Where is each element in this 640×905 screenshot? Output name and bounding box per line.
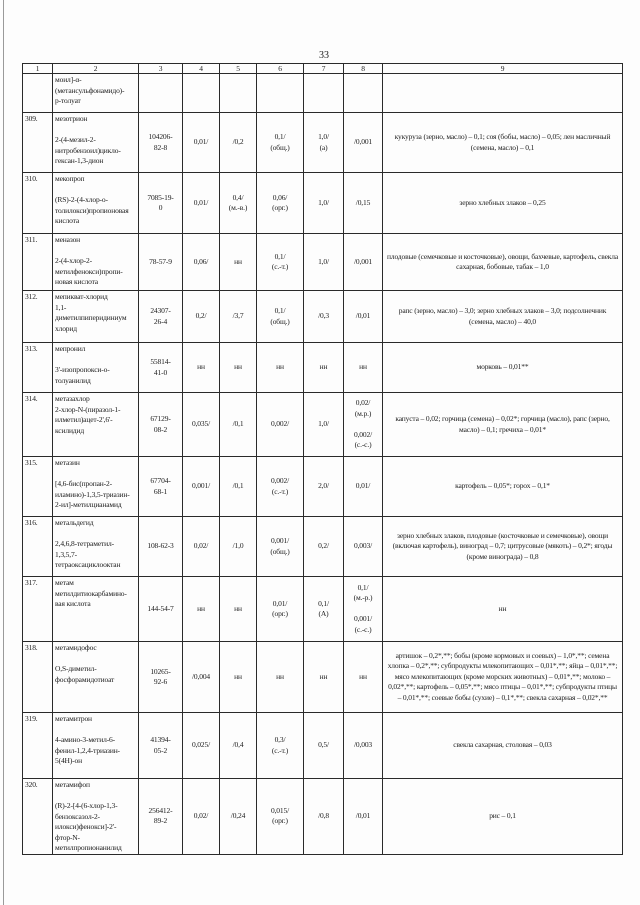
column-4-value: 0,2/ [183,291,220,343]
entry-number: 315. [23,457,53,517]
column-4-value [183,74,220,113]
column-8-value: 0,003/ [344,517,383,577]
entry-number: 309. [23,113,53,173]
column-6-value: 0,002/ [257,393,304,457]
product-limits: капуста – 0,02; горчица (семена) – 0,02*; горчица (масло), рапс (зерно, масло) – 0,1; гречиха – 0,01* [383,393,623,457]
entry-number: 319. [23,713,53,779]
column-5-value: /0,24 [220,779,257,855]
product-limits: кукуруза (зерно, масло) – 0,1; соя (бобы, масло) – 0,05; лен масличный (семена, масло) – 0,1 [383,113,623,173]
column-5-value: /0,1 [220,393,257,457]
column-5-value: 0,4/ (м.-в.) [220,173,257,234]
product-limits: рапс (зерно, масло) – 3,0; зерно хлебных злаков – 3,0; подсолнечник (семена, масло) – 40,0 [383,291,623,343]
product-limits: свекла сахарная, столовая – 0,03 [383,713,623,779]
column-header-3: 3 [139,64,183,74]
cas-number: 256412- 89-2 [139,779,183,855]
column-8-value: 0,1/ (м.-р.) 0,001/ (с.-с.) [344,577,383,642]
column-header-1: 1 [23,64,53,74]
column-5-value: /1,0 [220,517,257,577]
product-limits: нн [383,577,623,642]
entry-number: 313. [23,343,53,393]
entry-number [23,74,53,113]
cas-number: 78-57-9 [139,234,183,291]
column-6-value: 0,015/ (орг.) [257,779,304,855]
column-8-value: /0,001 [344,113,383,173]
substance-name: мезотрион 2-(4-мезил-2- нитробензоил)цикло- гексан-1,3-дион [53,113,139,173]
column-7-value [304,74,344,113]
entry-number: 318. [23,642,53,713]
cas-number: 7085-19- 0 [139,173,183,234]
column-7-value: 1,0/ [304,234,344,291]
column-header-7: 7 [304,64,344,74]
column-7-value: 2,0/ [304,457,344,517]
column-8-value: /0,01 [344,291,383,343]
entry-number: 320. [23,779,53,855]
product-limits: артишок – 0,2*,**; бобы (кроме кормовых и соевых) – 1,0*,**; семена хлопка – 0,2*,**; субпродукты млекопитающих – 0,01*,**; яйца – 0,01*,**; мясо млекопитающих (кроме морских животных) – 0,01*,**; молоко – 0,02*,**; картофель – 0,05*,**; мясо птицы – 0,01*,**; субпродукты птицы – 0,01*,**; соевые бобы (сухие) – 0,1*,**; свекла сахарная – 0,02*,** [383,642,623,713]
column-5-value: нн [220,234,257,291]
column-7-value: нн [304,642,344,713]
column-8-value: /0,15 [344,173,383,234]
table-row [23,517,623,577]
column-4-value: 0,02/ [183,779,220,855]
column-4-value: 0,01/ [183,113,220,173]
table-row [23,291,623,343]
table-row [23,234,623,291]
table-row [23,779,623,855]
cas-number: 10265- 92-6 [139,642,183,713]
column-8-value: нн [344,642,383,713]
column-7-value: 1,0/ [304,173,344,234]
product-limits: картофель – 0,05*; горох – 0,1* [383,457,623,517]
column-4-value: нн [183,577,220,642]
substance-name: метазин [4,6-бис(пропан-2- иламино)-1,3,5-триазин- 2-ил]-метилцианамид [53,457,139,517]
product-limits: зерно хлебных злаков, плодовые (косточковые и семечковые), овощи (включая картофель), виноград – 0,7; цитрусовые (мякоть) – 0,2*; ягоды (кроме винограда) – 0,8 [383,517,623,577]
column-4-value: 0,001/ [183,457,220,517]
substance-name: меназон 2-(4-хлор-2- метилфенокси)пропи- новая кислота [53,234,139,291]
cas-number: 67129- 08-2 [139,393,183,457]
column-4-value: 0,025/ [183,713,220,779]
cas-number: 104206- 82-8 [139,113,183,173]
column-6-value: 0,01/ (орг.) [257,577,304,642]
column-4-value: /0,004 [183,642,220,713]
column-8-value: нн [344,343,383,393]
column-8-value: 0,01/ [344,457,383,517]
cas-number: 67704- 68-1 [139,457,183,517]
substance-name: метамифоп (R)-2-[4-(6-хлор-1,3- бензоксазол-2- илокси)фенокси]-2'- фтор-N- метилпропионанилид [53,779,139,855]
column-header-6: 6 [257,64,304,74]
product-limits: морковь – 0,01** [383,343,623,393]
substance-name: метамидофос O,S-диметил- фосфорамидотиоат [53,642,139,713]
column-7-value: /0,8 [304,779,344,855]
column-8-value [344,74,383,113]
column-6-value: 0,1/ (общ.) [257,113,304,173]
column-7-value: 0,5/ [304,713,344,779]
column-5-value: /3,7 [220,291,257,343]
column-5-value: /0,4 [220,713,257,779]
column-4-value: 0,02/ [183,517,220,577]
substance-name: моил]-α- (метансульфонамидо)- р-толуат [53,74,139,113]
column-6-value: 0,002/ (с.-т.) [257,457,304,517]
table-row [23,457,623,517]
column-8-value: /0,003 [344,713,383,779]
cas-number [139,74,183,113]
table-row [23,642,623,713]
column-header-2: 2 [53,64,139,74]
product-limits: зерно хлебных злаков – 0,25 [383,173,623,234]
column-7-value: нн [304,343,344,393]
cas-number: 24307- 26-4 [139,291,183,343]
column-header-9: 9 [383,64,623,74]
column-7-value: 0,1/ (А) [304,577,344,642]
column-4-value: 0,01/ [183,173,220,234]
column-6-value: 0,1/ (с.-т.) [257,234,304,291]
column-8-value: 0,02/ (м.р.) 0,002/ (с.-с.) [344,393,383,457]
substance-name: метазахлор 2-хлор-N-(пиразол-1- илметил)ацет-2',6'- ксилидид [53,393,139,457]
page-number: 33 [319,50,329,61]
table-row [23,393,623,457]
entry-number: 311. [23,234,53,291]
table-row [23,577,623,642]
column-6-value: 0,001/ (общ.) [257,517,304,577]
column-5-value [220,74,257,113]
column-number-row [23,64,623,74]
table-row [23,343,623,393]
cas-number: 55814- 41-0 [139,343,183,393]
cas-number: 144-54-7 [139,577,183,642]
table-row [23,113,623,173]
product-limits [383,74,623,113]
table-row-continued [23,74,623,113]
column-5-value: /0,1 [220,457,257,517]
column-5-value: нн [220,642,257,713]
column-header-4: 4 [183,64,220,74]
standards-table [22,63,623,855]
substance-name: мекопроп (RS)-2-(4-хлор-о- толилокси)пропионовая кислота [53,173,139,234]
column-5-value: нн [220,343,257,393]
column-5-value: нн [220,577,257,642]
column-header-5: 5 [220,64,257,74]
column-7-value: 1,0/ [304,393,344,457]
column-4-value: 0,06/ [183,234,220,291]
column-4-value: нн [183,343,220,393]
table-row [23,173,623,234]
column-7-value: 1,0/ (а) [304,113,344,173]
substance-name: мепикват-хлорид 1,1- диметилпиперидиниум хлорид [53,291,139,343]
product-limits: плодовые (семечковые и косточковые), овощи, бахчевые, картофель, свекла сахарная, бобовые, табак – 1,0 [383,234,623,291]
cas-number: 108-62-3 [139,517,183,577]
substance-name: метальдегид 2,4,6,8-тетраметил- 1,3,5,7- тетраоксациклооктан [53,517,139,577]
entry-number: 316. [23,517,53,577]
column-header-8: 8 [344,64,383,74]
substance-name: мепронил 3'-изопропокси-о- толуанилид [53,343,139,393]
entry-number: 314. [23,393,53,457]
column-6-value: нн [257,642,304,713]
table-body [23,74,623,855]
column-7-value: /0,3 [304,291,344,343]
table-row [23,713,623,779]
column-8-value: /0,001 [344,234,383,291]
scan-edge-line [3,0,4,905]
cas-number: 41394- 05-2 [139,713,183,779]
column-6-value: 0,06/ (орг.) [257,173,304,234]
column-6-value: 0,1/ (общ.) [257,291,304,343]
column-8-value: /0,01 [344,779,383,855]
substance-name: метамитрон 4-амино-3-метил-6- фенил-1,2,4-триазин- 5(4Н)-он [53,713,139,779]
column-7-value: 0,2/ [304,517,344,577]
entry-number: 312. [23,291,53,343]
product-limits: рис – 0,1 [383,779,623,855]
column-6-value: нн [257,343,304,393]
substance-name: метам метилдитиокарбамино- вая кислота [53,577,139,642]
entry-number: 310. [23,173,53,234]
entry-number: 317. [23,577,53,642]
column-6-value: 0,3/ (с.-т.) [257,713,304,779]
column-5-value: /0,2 [220,113,257,173]
column-6-value [257,74,304,113]
column-4-value: 0,035/ [183,393,220,457]
